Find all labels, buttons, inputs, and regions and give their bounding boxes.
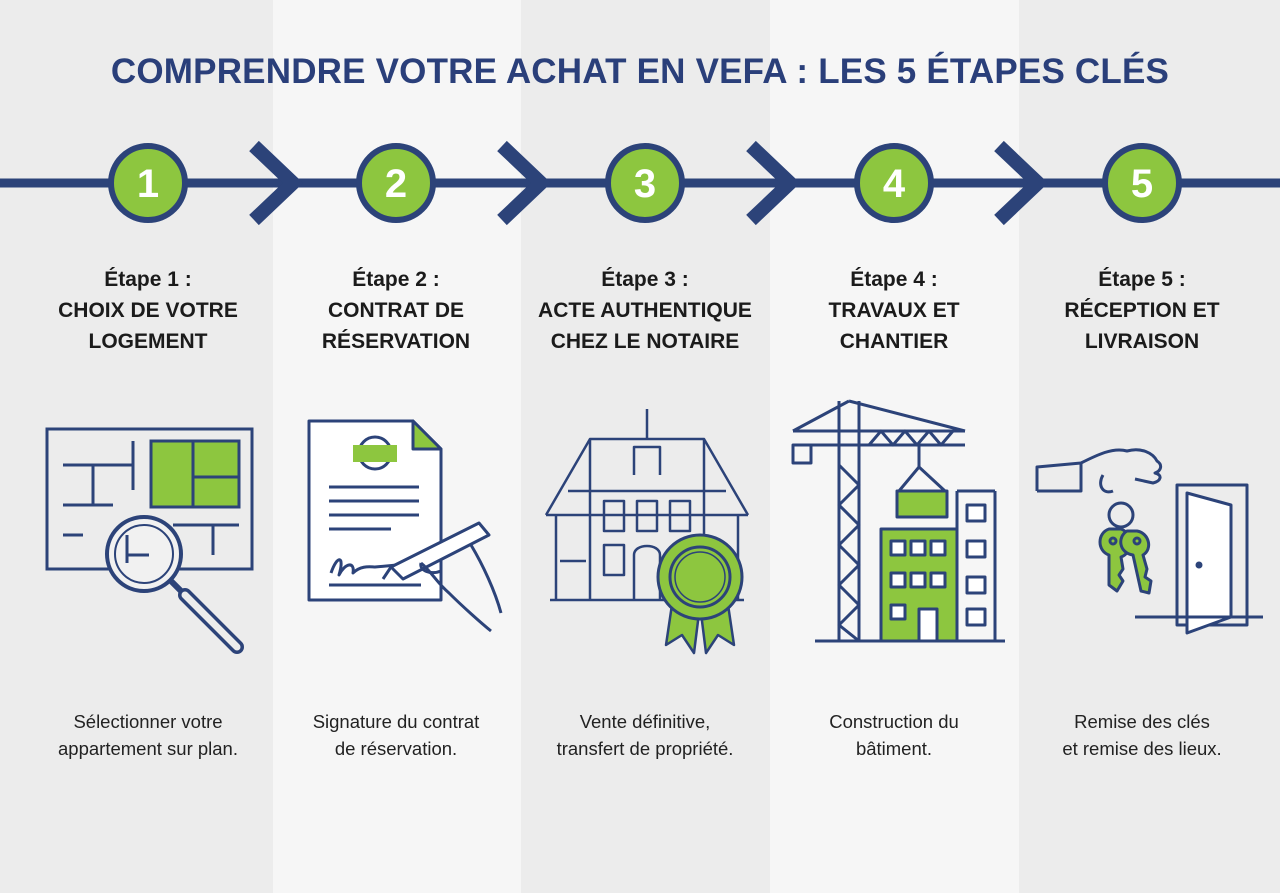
- step-label: Étape 1 :: [104, 268, 192, 291]
- step-title-line: CHANTIER: [839, 330, 949, 353]
- step-heading-5: [1017, 264, 1267, 357]
- timeline: [0, 140, 1280, 230]
- page-title: COMPRENDRE VOTRE ACHAT EN VEFA : LES 5 ÉTAPES CLÉS: [110, 52, 1170, 91]
- step-description-line: bâtiment.: [855, 738, 933, 759]
- step-number: 2: [384, 162, 408, 206]
- step-number-badge: [1105, 146, 1179, 220]
- step-heading-3: [520, 264, 770, 357]
- step-description-1: [23, 708, 273, 762]
- step-description-line: Signature du contrat: [312, 711, 480, 732]
- step-number-badge: [608, 146, 682, 220]
- step-label: Étape 4 :: [850, 268, 938, 291]
- step-title-line: CHOIX DE VOTRE: [58, 299, 238, 322]
- step-heading-4: [769, 264, 1019, 357]
- step-description-line: Sélectionner votre: [73, 711, 223, 732]
- step-label: Étape 3 :: [601, 268, 689, 291]
- keys-door-icon: [1017, 395, 1267, 670]
- step-number: 1: [136, 162, 160, 206]
- step-description-line: appartement sur plan.: [58, 738, 238, 759]
- step-description-line: Remise des clés: [1074, 711, 1210, 732]
- step-title-line: CHEZ LE NOTAIRE: [550, 330, 740, 353]
- step-description-2: [271, 708, 521, 762]
- step-description-5: [1017, 708, 1267, 762]
- step-number: 3: [633, 162, 657, 206]
- step-title-line: CONTRAT DE: [327, 299, 465, 322]
- step-number-badge: [359, 146, 433, 220]
- step-number: 5: [1130, 162, 1154, 206]
- step-heading-1: [23, 264, 273, 357]
- step-description-line: Construction du: [829, 711, 959, 732]
- step-heading-2: [271, 264, 521, 357]
- step-description-line: de réservation.: [334, 738, 458, 759]
- step-label: Étape 2 :: [352, 268, 440, 291]
- step-description-3: [520, 708, 770, 762]
- step-title-line: RÉSERVATION: [321, 330, 471, 353]
- step-description-4: [769, 708, 1019, 762]
- step-title-line: LIVRAISON: [1084, 330, 1200, 353]
- house-seal-icon: [520, 395, 770, 670]
- step-description-line: transfert de propriété.: [556, 738, 734, 759]
- step-title-line: ACTE AUTHENTIQUE: [538, 299, 752, 322]
- step-description-line: Vente définitive,: [579, 711, 711, 732]
- step-number-badge: [857, 146, 931, 220]
- crane-building-icon: [769, 395, 1019, 670]
- step-title-line: TRAVAUX ET: [828, 299, 960, 322]
- step-number: 4: [882, 162, 906, 206]
- step-number-badge: [111, 146, 185, 220]
- step-title-line: RÉCEPTION ET: [1064, 299, 1220, 322]
- floor-plan-magnifier-icon: [23, 395, 273, 670]
- contract-signature-icon: [271, 395, 521, 670]
- step-title-line: LOGEMENT: [88, 330, 208, 353]
- step-description-line: et remise des lieux.: [1062, 738, 1222, 759]
- step-label: Étape 5 :: [1098, 268, 1186, 291]
